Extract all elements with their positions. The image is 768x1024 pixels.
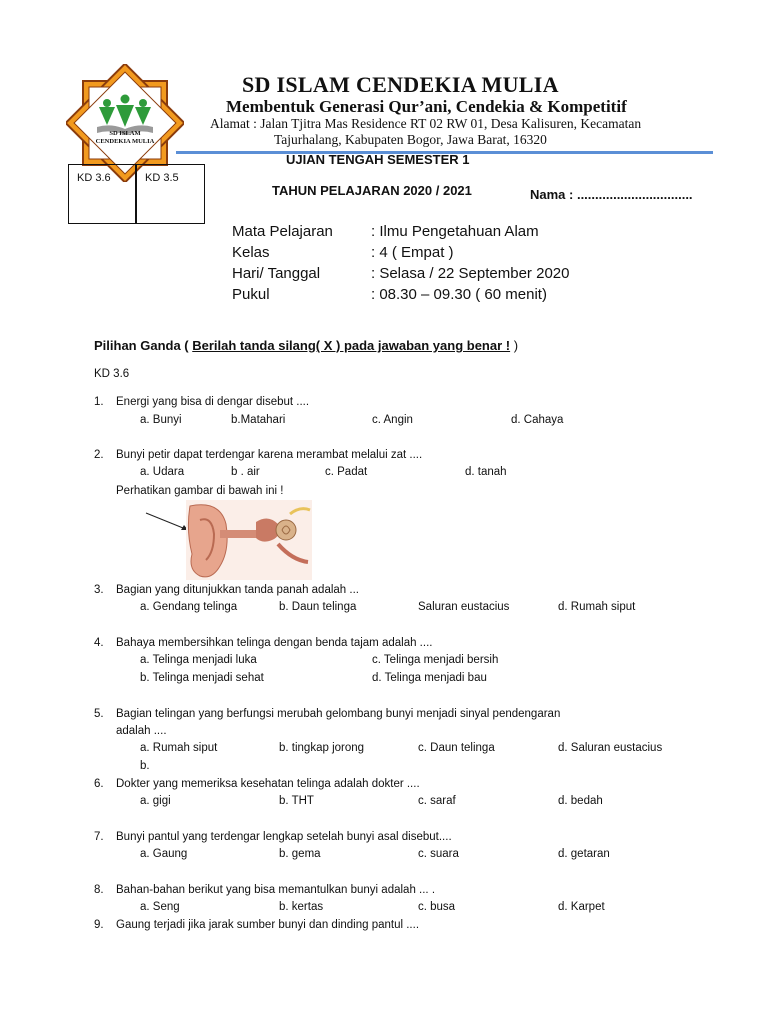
info-label-date: Hari/ Tanggal — [232, 265, 321, 282]
q5-option-a[interactable]: a. Rumah siput — [140, 742, 218, 754]
q5-extra-label: b. — [140, 760, 150, 772]
question-text: Bahan-bahan berikut yang bisa memantulkan bunyi adalah ... . — [116, 884, 436, 896]
question-number: 6. — [94, 778, 104, 790]
school-tagline: Membentuk Generasi Qur’ani, Cendekia & Kompetitif — [226, 97, 627, 116]
question-number: 7. — [94, 831, 104, 843]
question-number: 4. — [94, 637, 104, 649]
info-value-class: : 4 ( Empat ) — [371, 244, 454, 261]
kd-box — [68, 164, 205, 224]
question-5-text-cont: adalah .... — [116, 725, 167, 737]
question-text: Bahaya membersihkan telinga dengan benda tajam adalah .... — [116, 637, 433, 649]
q7-option-c[interactable]: c. suara — [418, 848, 459, 860]
kd-cell-2: KD 3.5 — [145, 172, 179, 184]
q8-option-d[interactable]: d. Karpet — [558, 901, 605, 913]
image-caption: Perhatikan gambar di bawah ini ! — [116, 485, 284, 497]
q3-option-b[interactable]: b. Daun telinga — [279, 601, 357, 613]
exam-year: TAHUN PELAJARAN 2020 / 2021 — [272, 183, 472, 198]
question-number: 9. — [94, 919, 104, 931]
info-label-subject: Mata Pelajaran — [232, 223, 333, 240]
q8-option-b[interactable]: b. kertas — [279, 901, 324, 913]
q5-option-b[interactable]: b. tingkap jorong — [279, 742, 365, 754]
question-text: Gaung terjadi jika jarak sumber bunyi dan dinding pantul .... — [116, 919, 420, 931]
q6-option-a[interactable]: a. gigi — [140, 795, 171, 807]
q2-option-c[interactable]: c. Padat — [325, 466, 368, 478]
question-number: 2. — [94, 449, 104, 461]
instruction-underlined: Berilah tanda silang( X ) pada jawaban yang benar ! — [192, 338, 511, 353]
q5-option-c[interactable]: c. Daun telinga — [418, 742, 495, 754]
question-number: 1. — [94, 396, 104, 408]
q3-option-a[interactable]: a. Gendang telinga — [140, 601, 238, 613]
q7-option-a[interactable]: a. Gaung — [140, 848, 188, 860]
q3-option-d[interactable]: d. Rumah siput — [558, 601, 636, 613]
q2-option-b[interactable]: b . air — [231, 466, 260, 478]
q2-option-a[interactable]: a. Udara — [140, 466, 185, 478]
logo-text — [66, 130, 184, 146]
q5-option-d[interactable]: d. Saluran eustacius — [558, 742, 663, 754]
instruction-prefix: Pilihan Ganda ( — [94, 338, 193, 353]
instruction — [94, 338, 518, 353]
ear-anatomy-image — [186, 500, 312, 580]
question-text: Bunyi pantul yang terdengar lengkap setelah bunyi asal disebut.... — [116, 831, 452, 843]
logo-text-line2: CENDEKIA MULIA — [95, 138, 155, 145]
question-number: 5. — [94, 708, 104, 720]
q2-option-d[interactable]: d. tanah — [465, 466, 507, 478]
q6-option-b[interactable]: b. THT — [279, 795, 314, 807]
logo-text-line1: SD ISLAM — [109, 130, 141, 137]
q1-option-b[interactable]: b.Matahari — [231, 414, 286, 426]
q4-option-a[interactable]: a. Telinga menjadi luka — [140, 654, 257, 666]
q1-option-a[interactable]: a. Bunyi — [140, 414, 182, 426]
question-text: Bagian yang ditunjukkan tanda panah adalah ... — [116, 584, 359, 596]
q1-option-d[interactable]: d. Cahaya — [511, 414, 564, 426]
question-text: Dokter yang memeriksa kesehatan telinga adalah dokter .... — [116, 778, 420, 790]
question-text: Energi yang bisa di dengar disebut .... — [116, 396, 310, 408]
q4-option-d[interactable]: d. Telinga menjadi bau — [372, 672, 487, 684]
q6-option-d[interactable]: d. bedah — [558, 795, 603, 807]
info-label-class: Kelas — [232, 244, 270, 261]
question-text: Bunyi petir dapat terdengar karena merambat melalui zat .... — [116, 449, 423, 461]
q7-option-b[interactable]: b. gema — [279, 848, 321, 860]
info-label-time: Pukul — [232, 286, 270, 303]
q8-option-c[interactable]: c. busa — [418, 901, 456, 913]
q7-option-d[interactable]: d. getaran — [558, 848, 610, 860]
info-value-date: : Selasa / 22 September 2020 — [371, 265, 570, 282]
q4-option-b[interactable]: b. Telinga menjadi sehat — [140, 672, 264, 684]
question-number: 3. — [94, 584, 104, 596]
q3-option-c[interactable]: Saluran eustacius — [418, 601, 510, 613]
name-field: Nama : ................................ — [530, 187, 693, 202]
question-text: Bagian telingan yang berfungsi merubah gelombang bunyi menjadi sinyal pendengaran — [116, 708, 561, 720]
q1-option-c[interactable]: c. Angin — [372, 414, 413, 426]
info-value-time: : 08.30 – 09.30 ( 60 menit) — [371, 286, 547, 303]
address-line2: Tajurhalang, Kabupaten Bogor, Jawa Barat, 16320 — [274, 132, 547, 147]
instruction-suffix: ) — [510, 338, 519, 353]
section-label: KD 3.6 — [94, 368, 130, 380]
question-number: 8. — [94, 884, 104, 896]
kd-cell-1: KD 3.6 — [77, 172, 111, 184]
q6-option-c[interactable]: c. saraf — [418, 795, 456, 807]
exam-title: UJIAN TENGAH SEMESTER 1 — [286, 152, 470, 167]
kd-box-divider — [135, 165, 137, 223]
school-name: SD ISLAM CENDEKIA MULIA — [242, 72, 559, 97]
q4-option-c[interactable]: c. Telinga menjadi bersih — [372, 654, 499, 666]
address-line1: Alamat : Jalan Tjitra Mas Residence RT 02 RW 01, Desa Kalisuren, Kecamatan — [210, 116, 642, 131]
q8-option-a[interactable]: a. Seng — [140, 901, 180, 913]
info-value-subject: : Ilmu Pengetahuan Alam — [371, 223, 539, 240]
